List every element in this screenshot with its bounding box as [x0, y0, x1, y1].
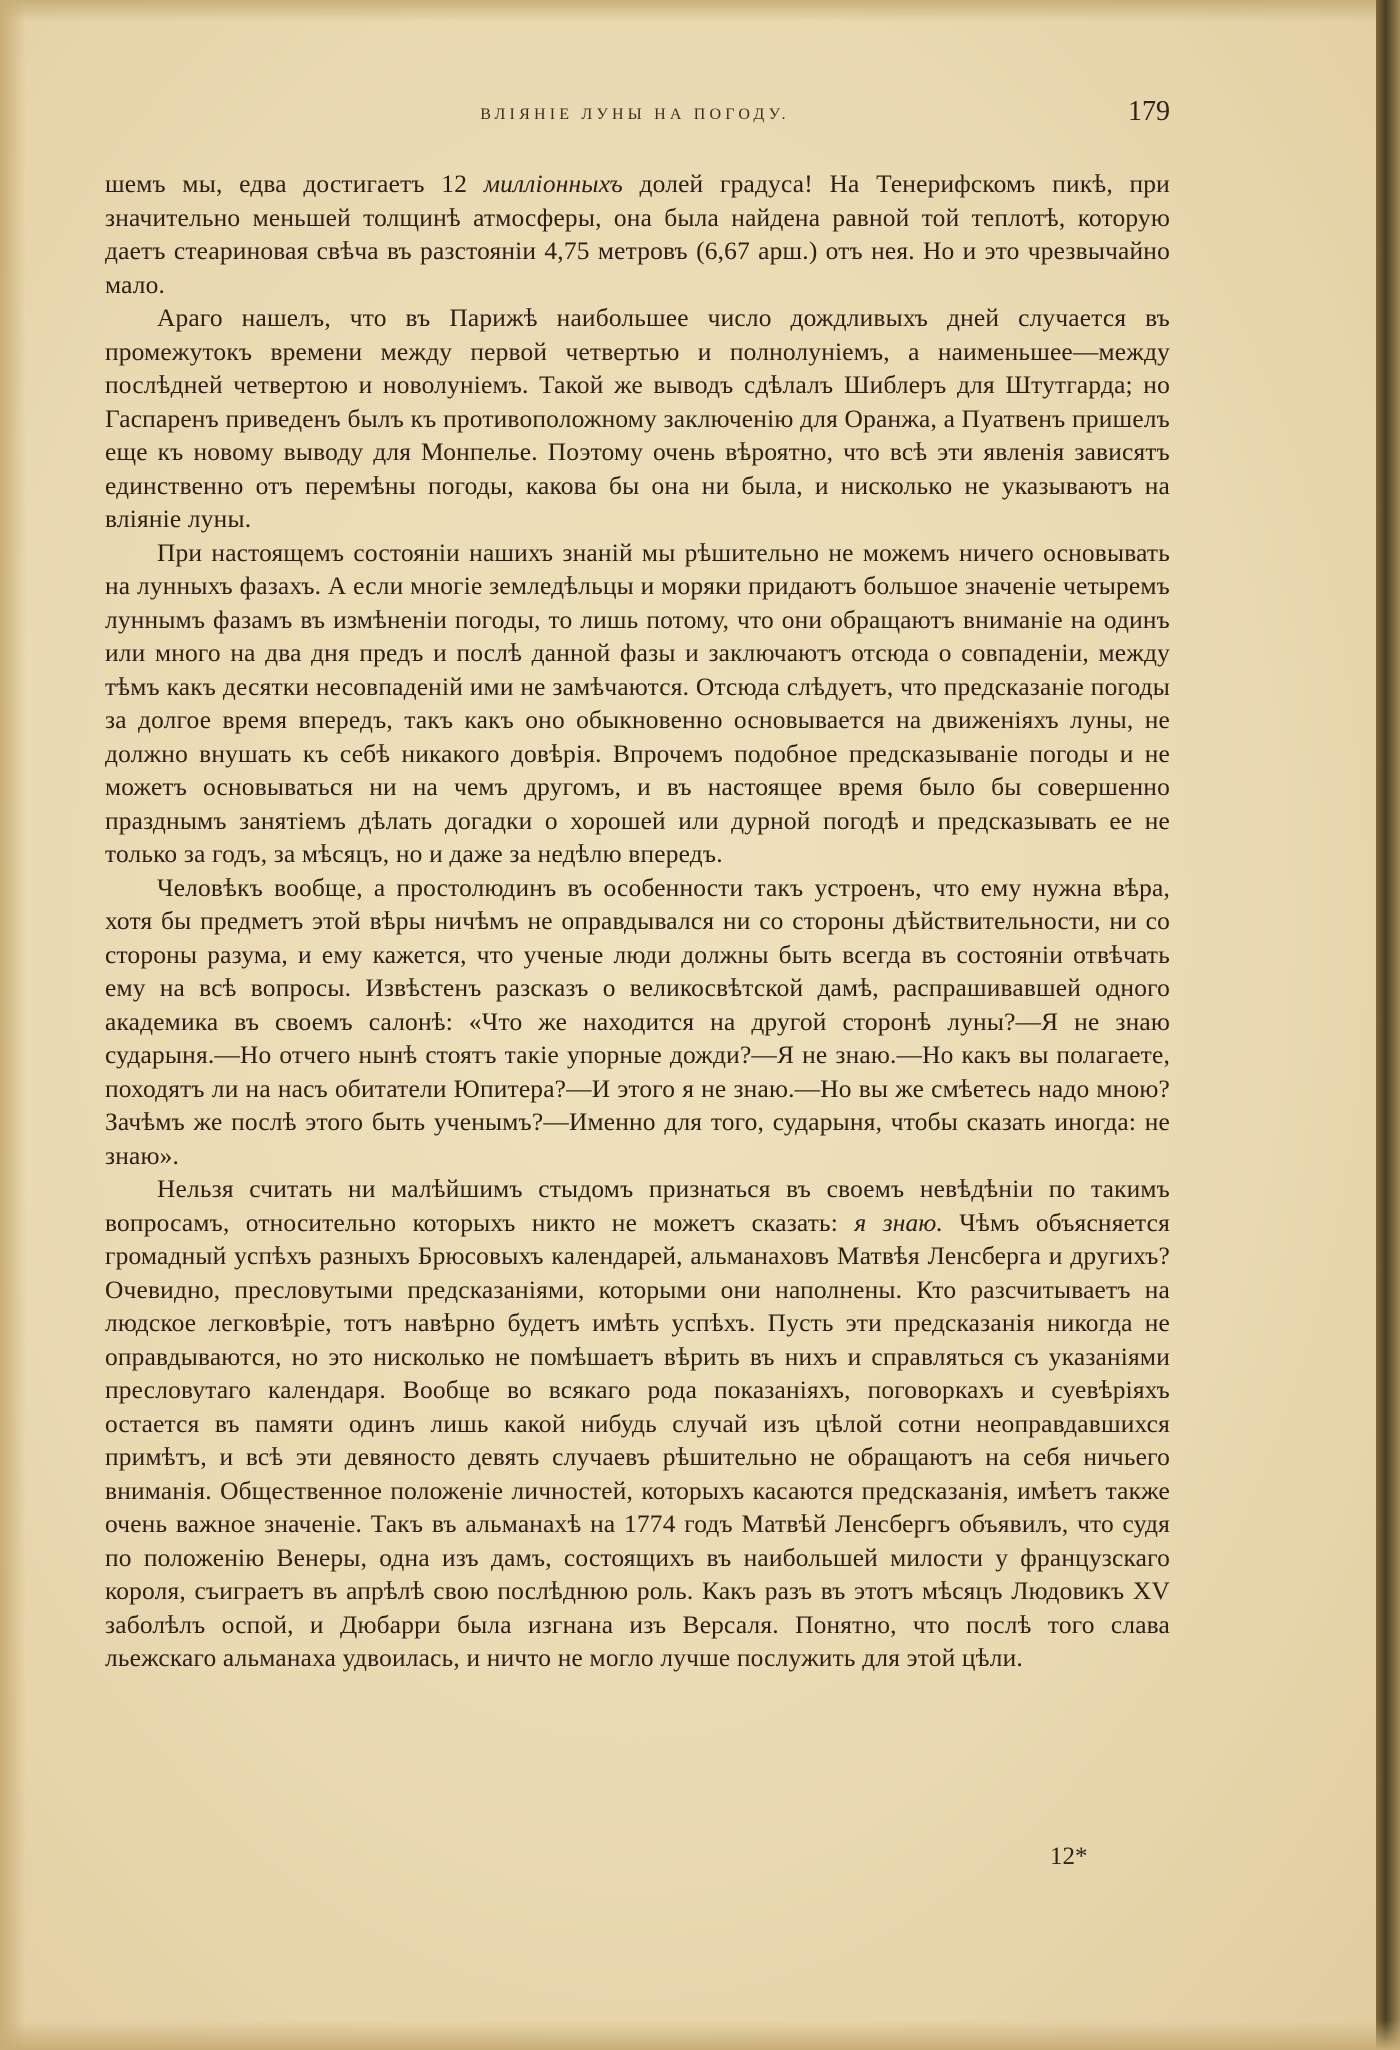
paragraph-3	[105, 537, 1170, 872]
emphasis-text: я знаю.	[854, 1208, 944, 1237]
paragraph-5	[105, 1173, 1170, 1676]
paragraph-text: шемъ мы, едва достигаетъ 12	[105, 170, 484, 198]
emphasis-text: милліонныхъ	[483, 170, 623, 198]
paragraph-text: Чѣмъ объясняется громадный успѣхъ разныхъ Брюсовыхъ календарей, альманаховъ Матвѣя Ленсберга и другихъ? Очевидно, пресловутыми предсказаніями, которыми они наполнены. Кто разсчитываетъ на людское легковѣріе, тотъ навѣрно будетъ имѣть успѣхъ. Пусть эти предсказанія никогда не оправдываются, но это нисколько не помѣшаетъ вѣрить въ нихъ и справляться съ указаніями пресловутаго календаря. Вообще во всякаго рода показаніяхъ, поговоркахъ и суевѣріяхъ остается въ памяти одинъ лишь какой нибудь случай изъ цѣлой сотни неоправдавшихся примѣтъ, и всѣ эти девяносто девять случаевъ рѣшительно не обращаютъ на себя ничьего вниманія. Общественное положеніе личностей, которыхъ касаются предсказанія, имѣетъ также очень важное значеніе. Такъ въ альманахѣ на 1774 годъ Матвѣй Ленсбергъ объявилъ, что судя по положенію Венеры, одна изъ дамъ, состоящихъ въ наибольшей милости у французскаго короля, съиграетъ въ апрѣлѣ свою послѣднюю роль. Какъ разъ въ этотъ мѣсяцъ Людовикъ XV заболѣлъ оспой, и Дюбарри была изгнана изъ Версаля. Понятно, что послѣ того слава льежскаго альманаха удвоилась, и ничто не могло лучше послужить для этой цѣли.	[105, 1208, 1171, 1672]
body-text	[105, 168, 1170, 1676]
paragraph-text: Человѣкъ вообще, а простолюдинъ въ особенности такъ устроенъ, что ему нужна вѣра, хотя бы предметъ этой вѣры ничѣмъ не оправдывался ни со стороны дѣйствительности, ни со стороны разума, и ему кажется, что ученые люди должны быть всегда въ состояніи отвѣчать ему на всѣ вопросы. Извѣстенъ разсказъ о великосвѣтской дамѣ, распрашивавшей одного академика въ своемъ салонѣ: «Что же находится на другой сторонѣ луны?—Я не знаю сударыня.—Но отчего нынѣ стоятъ такіе упорные дожди?—Я не знаю.—Но какъ вы полагаете, походятъ ли на насъ обитатели Юпитера?—И этого я не знаю.—Но вы же смѣетесь надо мною? Зачѣмъ же послѣ этого быть ученымъ?—Именно для того, сударыня, чтобы сказать иногда: не знаю».	[105, 873, 1170, 1170]
paragraph-text: долей градуса! На Тенерифскомъ пикѣ, при значительно меньшей толщинѣ атмосферы, она была найдена равной той теплотѣ, которую даетъ стеариновая свѣча въ разстояніи 4,75 метровъ (6,67 арш.) отъ нея. Но и это чрезвычайно мало.	[105, 170, 1170, 299]
page-edge-top	[0, 0, 1400, 22]
signature-mark: 12*	[1050, 1843, 1088, 1870]
paragraph-2	[105, 302, 1170, 537]
page-edge-bottom	[0, 2020, 1400, 2050]
page-edge-binding	[1376, 0, 1400, 2050]
paragraph-1	[105, 168, 1170, 302]
running-title: ВЛІЯНІЕ ЛУНЫ НА ПОГОДУ.	[480, 106, 790, 123]
page-header	[100, 96, 1170, 136]
paragraph-text: Араго нашелъ, что въ Парижѣ наибольшее число дождливыхъ дней случается въ промежутокъ времени между первой четвертью и полнолуніемъ, а наименьшее—между послѣдней четвертою и новолуніемъ. Такой же выводъ сдѣлалъ Шиблеръ для Штутгарда; но Гаспаренъ приведенъ былъ къ противоположному заключенію для Оранжа, а Пуатвенъ пришелъ еще къ новому выводу для Монпелье. Поэтому очень вѣроятно, что всѣ эти явленія зависятъ единственно отъ перемѣны погоды, какова бы она ни была, и нисколько не указываютъ на вліяніе луны.	[105, 304, 1170, 533]
paragraph-text: При настоящемъ состояніи нашихъ знаній мы рѣшительно не можемъ ничего основывать на лунныхъ фазахъ. А если многіе земледѣльцы и моряки придаютъ большое значеніе четыремъ луннымъ фазамъ въ измѣненіи погоды, то лишь потому, что они обращаютъ вниманіе на одинъ или много на два дня предъ и послѣ данной фазы и заключаютъ отсюда о совпаденіи, между тѣмъ какъ десятки несовпаденій ими не замѣчаются. Отсюда слѣдуетъ, что предсказаніе погоды за долгое время впередъ, такъ какъ оно обыкновенно основывается на движеніяхъ луны, не должно внушать къ себѣ никакого довѣрія. Впрочемъ подобное предсказываніе погоды и не можетъ основываться ни на чемъ другомъ, и въ настоящее время было бы совершенно празднымъ занятіемъ дѣлать догадки о хорошей или дурной погодѣ и предсказывать ее не только за годъ, за мѣсяцъ, но и даже за недѣлю впередъ.	[105, 538, 1170, 868]
page-number: 179	[1128, 96, 1170, 127]
paragraph-text: Нельзя считать ни малѣйшимъ стыдомъ признаться въ своемъ невѣдѣніи по такимъ вопросамъ, относительно которыхъ никто не можетъ сказать:	[105, 1175, 1170, 1237]
page-edge-left	[0, 0, 26, 2050]
paragraph-4	[105, 872, 1170, 1174]
